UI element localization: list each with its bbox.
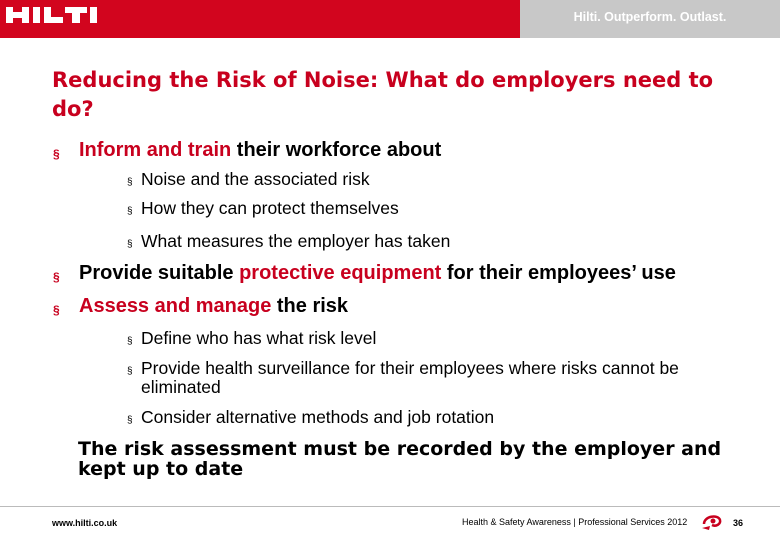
sub-bullet-marker: § [127, 366, 133, 377]
bullet-highlight: Assess and manage [79, 295, 272, 317]
footer-credit: Health & Safety Awareness | Professional Services 2012 [462, 517, 688, 527]
page-number: 36 [733, 518, 744, 528]
sub-bullet-text: Consider alternative methods and job rotation [141, 407, 495, 427]
bullet-text: their workforce about [231, 139, 442, 161]
bullet-marker: § [53, 303, 60, 317]
bullet-text: the risk [271, 295, 349, 317]
bullet-prefix: Provide suitable [79, 262, 240, 284]
sub-bullet-text: How they can protect themselves [141, 198, 399, 218]
hilti-logo [0, 4, 118, 26]
slide-title: Reducing the Risk of Noise: What do employers need to do? [52, 68, 714, 121]
sub-bullet-text: Define who has what risk level [141, 328, 377, 348]
summary-statement: The risk assessment must be recorded by the employer and kept up to date [78, 438, 722, 480]
footer-url: www.hilti.co.uk [52, 518, 118, 528]
sub-bullet-text: What measures the employer has taken [141, 231, 451, 251]
header-tagline: Hilti. Outperform. Outlast. [573, 10, 727, 24]
footer-divider [0, 506, 780, 507]
sub-bullet-marker: § [127, 206, 133, 217]
sub-bullet-text: Noise and the associated risk [141, 169, 370, 189]
bullet-marker: § [53, 147, 60, 161]
sub-bullet-text: Provide health surveillance for their employees where risks cannot be eliminated [141, 358, 679, 397]
service-swirl-icon [700, 510, 724, 534]
bullet-marker: § [53, 270, 60, 284]
sub-bullet-marker: § [127, 239, 133, 250]
bullet-highlight: protective equipment [239, 262, 442, 284]
slide-header [0, 0, 780, 38]
sub-bullet-marker: § [127, 415, 133, 426]
sub-bullet-marker: § [127, 336, 133, 347]
bullet-text: for their employees’ use [441, 262, 676, 284]
sub-bullet-marker: § [127, 177, 133, 188]
bullet-highlight: Inform and train [79, 139, 232, 161]
